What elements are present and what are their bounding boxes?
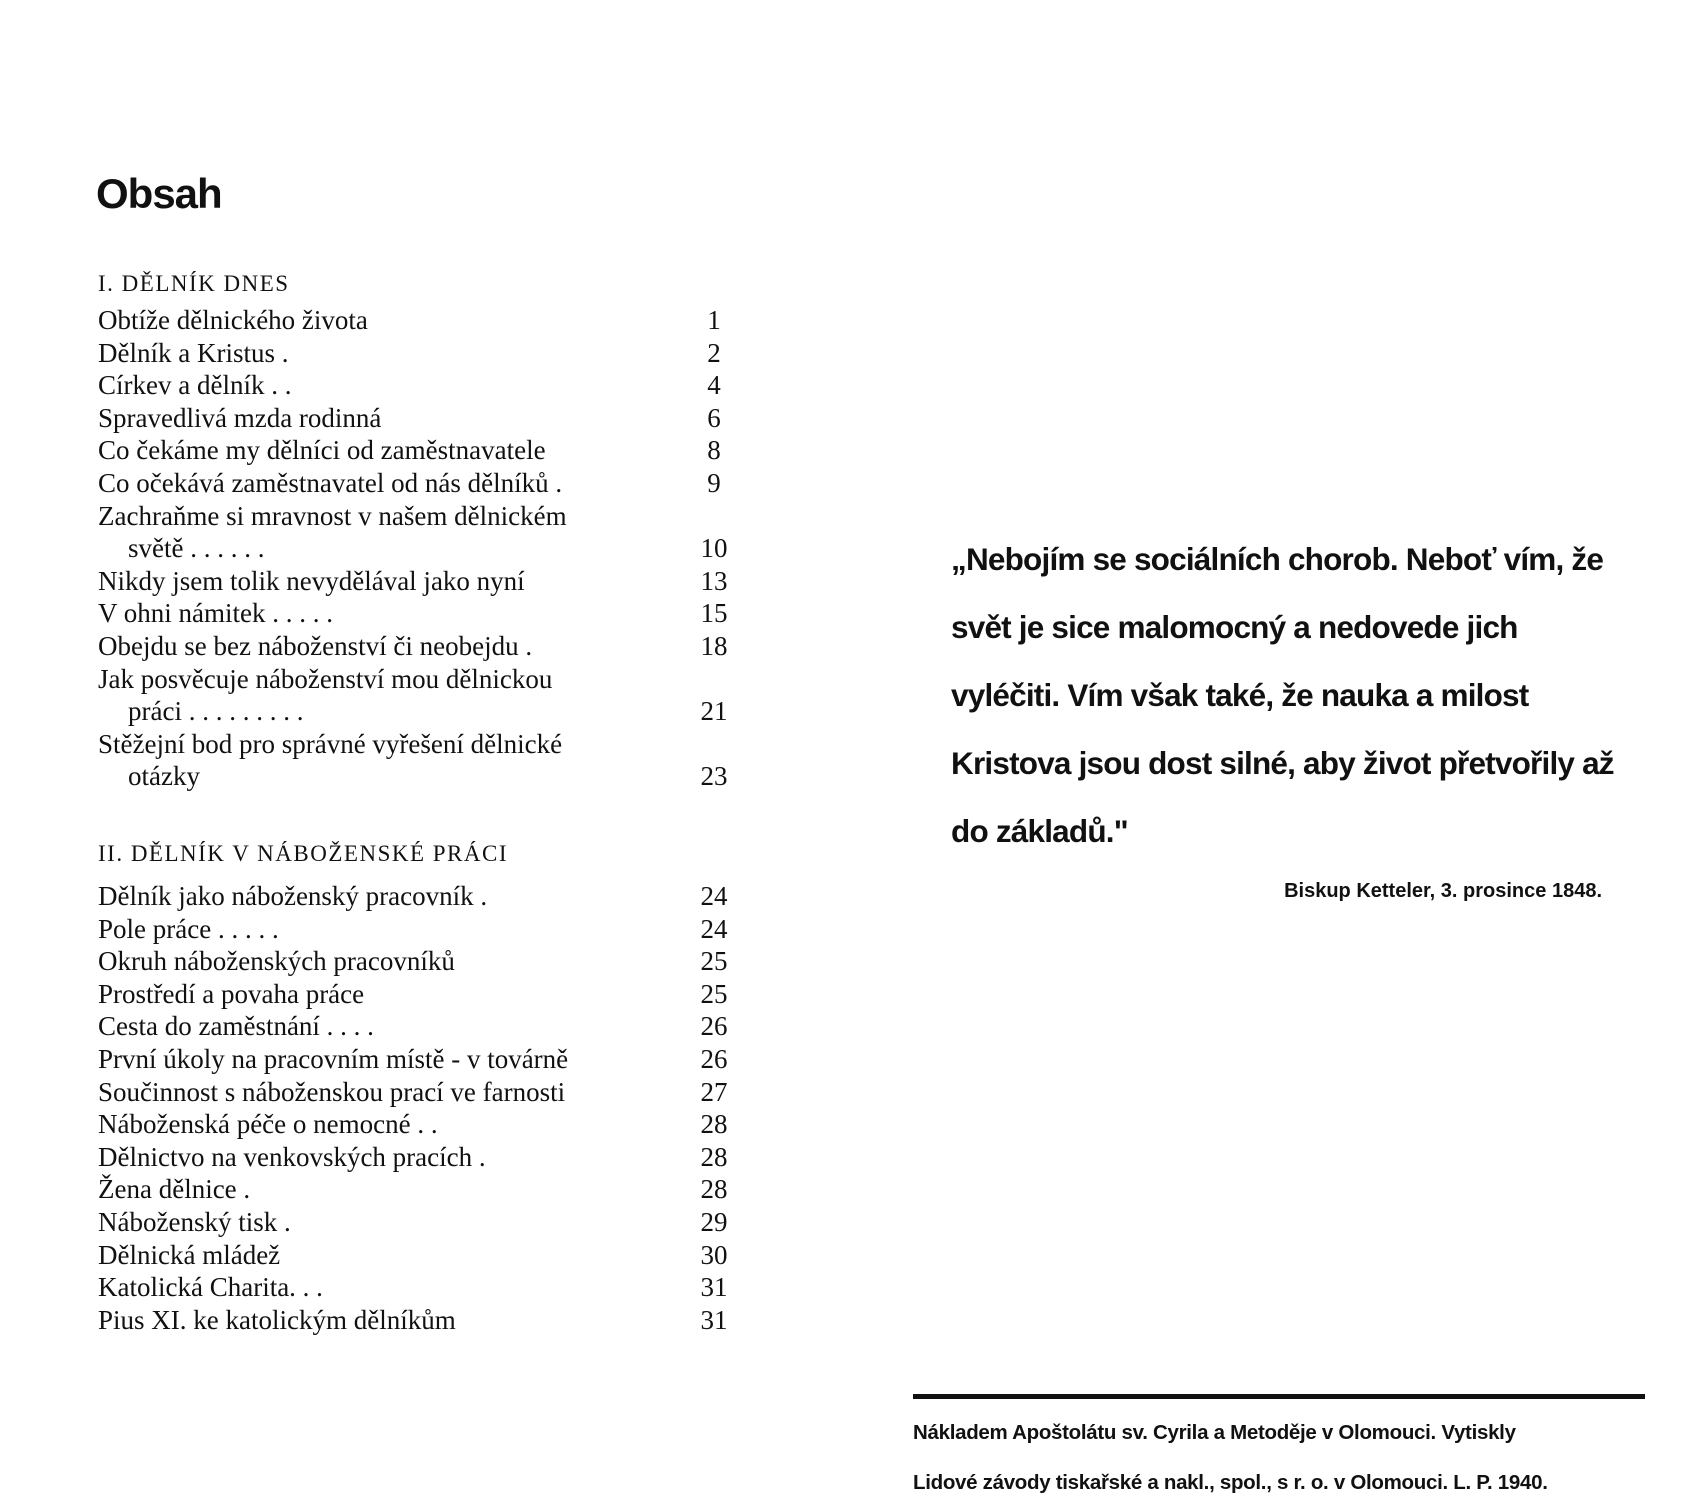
toc-entry-page: 25 [700, 978, 728, 1009]
toc-entry-title-text: Dělník jako náboženský pracovník . [98, 881, 488, 911]
toc-entry-title [98, 1108, 678, 1141]
toc-entry[interactable] [98, 945, 758, 978]
toc-entry-page: 6 [707, 402, 721, 433]
toc-entry-title-text: Pole práce . . . . . [98, 913, 279, 944]
toc-entry-title-text: Zachraňme si mravnost v našem dělnickém [98, 500, 567, 531]
imprint [913, 1408, 1645, 1508]
toc-entry-title [98, 597, 678, 630]
quote-attribution: Biskup Ketteler, 3. prosince 1848. [1284, 880, 1602, 902]
toc-entry-title [98, 434, 678, 467]
toc-entry-page: 31 [700, 1272, 728, 1303]
toc-entry-page: 23 [700, 761, 728, 792]
toc-entry-title [98, 402, 678, 435]
toc-entry-title-text: Součinnost s náboženskou prací ve farnosti [98, 1076, 566, 1107]
toc-entry[interactable] [98, 1173, 758, 1206]
toc-entry-title [98, 565, 678, 598]
toc-entry-title-text: Pius XI. ke katolickým dělníkům [98, 1304, 456, 1335]
toc-entry-page: 18 [700, 630, 728, 661]
toc-entry-page: 9 [707, 467, 721, 498]
toc-entry-title-text: Obtíže dělnického života [98, 305, 368, 335]
toc-entry-page: 26 [700, 1043, 728, 1074]
toc-entry[interactable] [98, 304, 758, 337]
toc-entry-title [98, 1173, 678, 1206]
toc-entry-page: 15 [700, 598, 728, 629]
toc-entry[interactable] [98, 1108, 758, 1141]
imprint-divider [913, 1394, 1645, 1399]
toc-entry-page: 29 [700, 1206, 728, 1237]
toc-entry[interactable] [98, 1043, 758, 1076]
toc-entry-title-text: Co čekáme my dělníci od zaměstnavatele [98, 435, 546, 466]
toc-entry[interactable] [98, 500, 758, 565]
toc-entry-title-text: Dělnictvo na venkovských pracích . [98, 1141, 486, 1172]
toc-entry[interactable] [98, 467, 758, 500]
toc-entry-title-text: Okruh náboženských pracovníků [98, 946, 455, 977]
toc-entry-title-text: Prostředí a povaha práce [98, 978, 365, 1009]
toc-entry-title [98, 1271, 678, 1304]
toc-entry-title-text: Katolická Charita. . . [98, 1272, 323, 1303]
toc-entry-title [98, 913, 678, 946]
toc-entry-title [98, 978, 678, 1011]
toc-entry-title-text: Stěžejní bod pro správné vyřešení dělnické [98, 728, 563, 759]
toc-entry-title [98, 1010, 678, 1043]
toc-entry-page: 31 [700, 1304, 728, 1335]
toc-entry-page: 28 [700, 1174, 728, 1205]
toc-entry-title-text: Jak posvěcuje náboženství mou dělnickou [98, 663, 553, 694]
toc-entry-page: 4 [707, 370, 721, 401]
toc-entry[interactable] [98, 1010, 758, 1043]
toc-entry-title [98, 1141, 678, 1174]
toc-entry-page: 26 [700, 1011, 728, 1042]
toc-entry[interactable] [98, 337, 758, 370]
toc-entry-title-text: Spravedlivá mzda rodinná [98, 402, 382, 433]
toc-entry-title-text: Žena dělnice . [98, 1174, 251, 1205]
toc-entry-page: 10 [700, 533, 728, 564]
toc-entry[interactable] [98, 630, 758, 663]
toc-entry-title-text: Cesta do zaměstnání . . . . [98, 1011, 374, 1042]
toc-entry[interactable] [98, 663, 758, 728]
toc-entry[interactable] [98, 978, 758, 1011]
toc-entry-title [98, 880, 678, 913]
toc-entry-page: 30 [700, 1239, 728, 1270]
toc-entry-page: 28 [700, 1109, 728, 1140]
toc-entry-title-text: Obejdu se bez náboženství či neobejdu . [98, 630, 533, 661]
toc-entry[interactable] [98, 434, 758, 467]
toc-entry-title [98, 1239, 678, 1272]
toc-section-heading: II. DĚLNÍK V NÁBOŽENSKÉ PRÁCI [98, 841, 509, 866]
toc-entry-title [98, 500, 678, 565]
toc-entry[interactable] [98, 1141, 758, 1174]
toc-entry-title-continuation: světě . . . . . . [128, 533, 265, 564]
toc-entry-page: 1 [707, 305, 721, 335]
toc-entry-page: 24 [700, 881, 728, 911]
toc-entry-title [98, 663, 678, 728]
toc-entry-page: 8 [707, 435, 721, 466]
toc-section-1 [98, 266, 758, 793]
toc-entry[interactable] [98, 369, 758, 402]
toc-entry-title [98, 1076, 678, 1109]
toc-entry-title [98, 369, 678, 402]
toc-entry-title-text: Nikdy jsem tolik nevydělával jako nyní [98, 565, 525, 596]
toc-entry-title [98, 945, 678, 978]
toc-entry[interactable] [98, 880, 758, 913]
toc-entry[interactable] [98, 1206, 758, 1239]
quote-text: „Nebojím se sociálních chorob. Neboť vím, že svět je sice malomocný a nedovede jich vyléčiti. Vím však také, že nauka a milost Kristova jsou dost silné, aby život přetvořily až do základů." [951, 541, 1614, 849]
toc-entry-page: 13 [700, 565, 728, 596]
toc-entry[interactable] [98, 402, 758, 435]
toc-entry-title-text: Dělník a Kristus . [98, 337, 289, 368]
toc-entry-title [98, 1206, 678, 1239]
toc-entry-page: 24 [700, 913, 728, 944]
toc-entry-page: 28 [700, 1141, 728, 1172]
toc-entry-page: 27 [700, 1076, 728, 1107]
toc-entry-title-text: Dělnická mládež [98, 1239, 281, 1270]
toc-entry-title-text: Co očekává zaměstnavatel od nás dělníků . [98, 467, 563, 498]
toc-entry-title [98, 304, 678, 337]
toc-entry-title [98, 337, 678, 370]
toc-entry-title-text: Náboženská péče o nemocné . . [98, 1109, 438, 1140]
toc-entry-page: 2 [707, 337, 721, 368]
toc-entry[interactable] [98, 1304, 758, 1337]
toc-entry[interactable] [98, 1271, 758, 1304]
imprint-line-1: Nákladem Apoštolátu sv. Cyrila a Metoděje v Olomouci. Vytiskly [913, 1421, 1516, 1444]
page-title: Obsah [96, 170, 222, 217]
toc-entry-title [98, 728, 678, 793]
toc-entry-title-text: Náboženský tisk . [98, 1206, 291, 1237]
toc-entry-title-text: První úkoly na pracovním místě - v továrně [98, 1043, 569, 1074]
toc-entry[interactable] [98, 1239, 758, 1272]
toc-entry[interactable] [98, 597, 758, 630]
toc-entry-title [98, 630, 678, 663]
toc-entry-title-continuation: práci . . . . . . . . . [128, 696, 304, 727]
toc-entry[interactable] [98, 728, 758, 793]
toc-entry-title [98, 1043, 678, 1076]
toc-entry-title-continuation: otázky [128, 761, 200, 792]
toc-entry-page: 25 [700, 946, 728, 977]
toc-section-2 [98, 836, 758, 1336]
toc-entry[interactable] [98, 1076, 758, 1109]
toc-entry[interactable] [98, 565, 758, 598]
toc-entry-title [98, 467, 678, 500]
toc-entry-title-text: Církev a dělník . . [98, 370, 292, 401]
toc-section-heading: I. DĚLNÍK DNES [98, 271, 290, 296]
toc-entry[interactable] [98, 913, 758, 946]
imprint-line-2: Lidové závody tiskařské a nakl., spol., s r. o. v Olomouci. L. P. 1940. [913, 1471, 1548, 1494]
toc-entry-page: 21 [700, 696, 728, 727]
toc-entry-title [98, 1304, 678, 1337]
toc-entry-title-text: V ohni námitek . . . . . [98, 598, 333, 629]
